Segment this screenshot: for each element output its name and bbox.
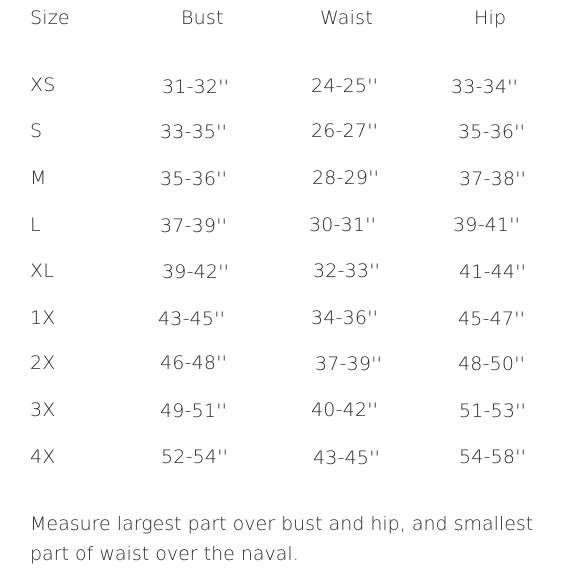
header-size: Size	[30, 7, 70, 29]
header-bust: Bust	[181, 7, 224, 29]
row-waist: 30-31''	[309, 214, 377, 236]
row-bust: 43-45''	[158, 308, 226, 330]
row-size: 2X	[30, 352, 56, 374]
row-hip: 35-36''	[458, 121, 526, 143]
row-waist: 32-33''	[313, 260, 381, 282]
row-waist: 28-29''	[312, 167, 380, 189]
row-size: 4X	[30, 446, 56, 468]
row-bust: 39-42''	[162, 261, 230, 283]
row-hip: 48-50''	[458, 353, 526, 375]
row-bust: 46-48''	[160, 352, 228, 374]
header-waist: Waist	[320, 7, 373, 29]
row-hip: 41-44''	[459, 261, 527, 283]
row-size: XS	[30, 74, 56, 96]
row-bust: 52-54''	[161, 446, 229, 468]
row-bust: 37-39''	[160, 215, 228, 237]
measurement-note: Measure largest part over bust and hip, and smallest part of waist over the naval.	[30, 513, 534, 565]
row-waist: 24-25''	[311, 75, 379, 97]
row-bust: 35-36''	[160, 168, 228, 190]
row-bust: 49-51''	[160, 400, 228, 422]
row-hip: 39-41''	[453, 214, 521, 236]
row-waist: 34-36''	[311, 307, 379, 329]
row-hip: 33-34''	[451, 76, 519, 98]
row-waist: 40-42''	[311, 399, 379, 421]
row-hip: 51-53''	[459, 400, 527, 422]
header-hip: Hip	[474, 7, 507, 29]
row-waist: 26-27''	[311, 120, 379, 142]
row-size: L	[30, 214, 41, 236]
row-waist: 43-45''	[313, 447, 381, 469]
row-hip: 45-47''	[458, 308, 526, 330]
row-size: 1X	[30, 307, 56, 329]
row-bust: 33-35''	[160, 121, 228, 143]
row-waist: 37-39''	[315, 353, 383, 375]
row-size: 3X	[30, 399, 56, 421]
row-hip: 54-58''	[459, 446, 527, 468]
row-size: M	[30, 167, 47, 189]
row-size: S	[30, 120, 43, 142]
row-hip: 37-38''	[459, 168, 527, 190]
row-bust: 31-32''	[162, 76, 230, 98]
row-size: XL	[30, 260, 55, 282]
